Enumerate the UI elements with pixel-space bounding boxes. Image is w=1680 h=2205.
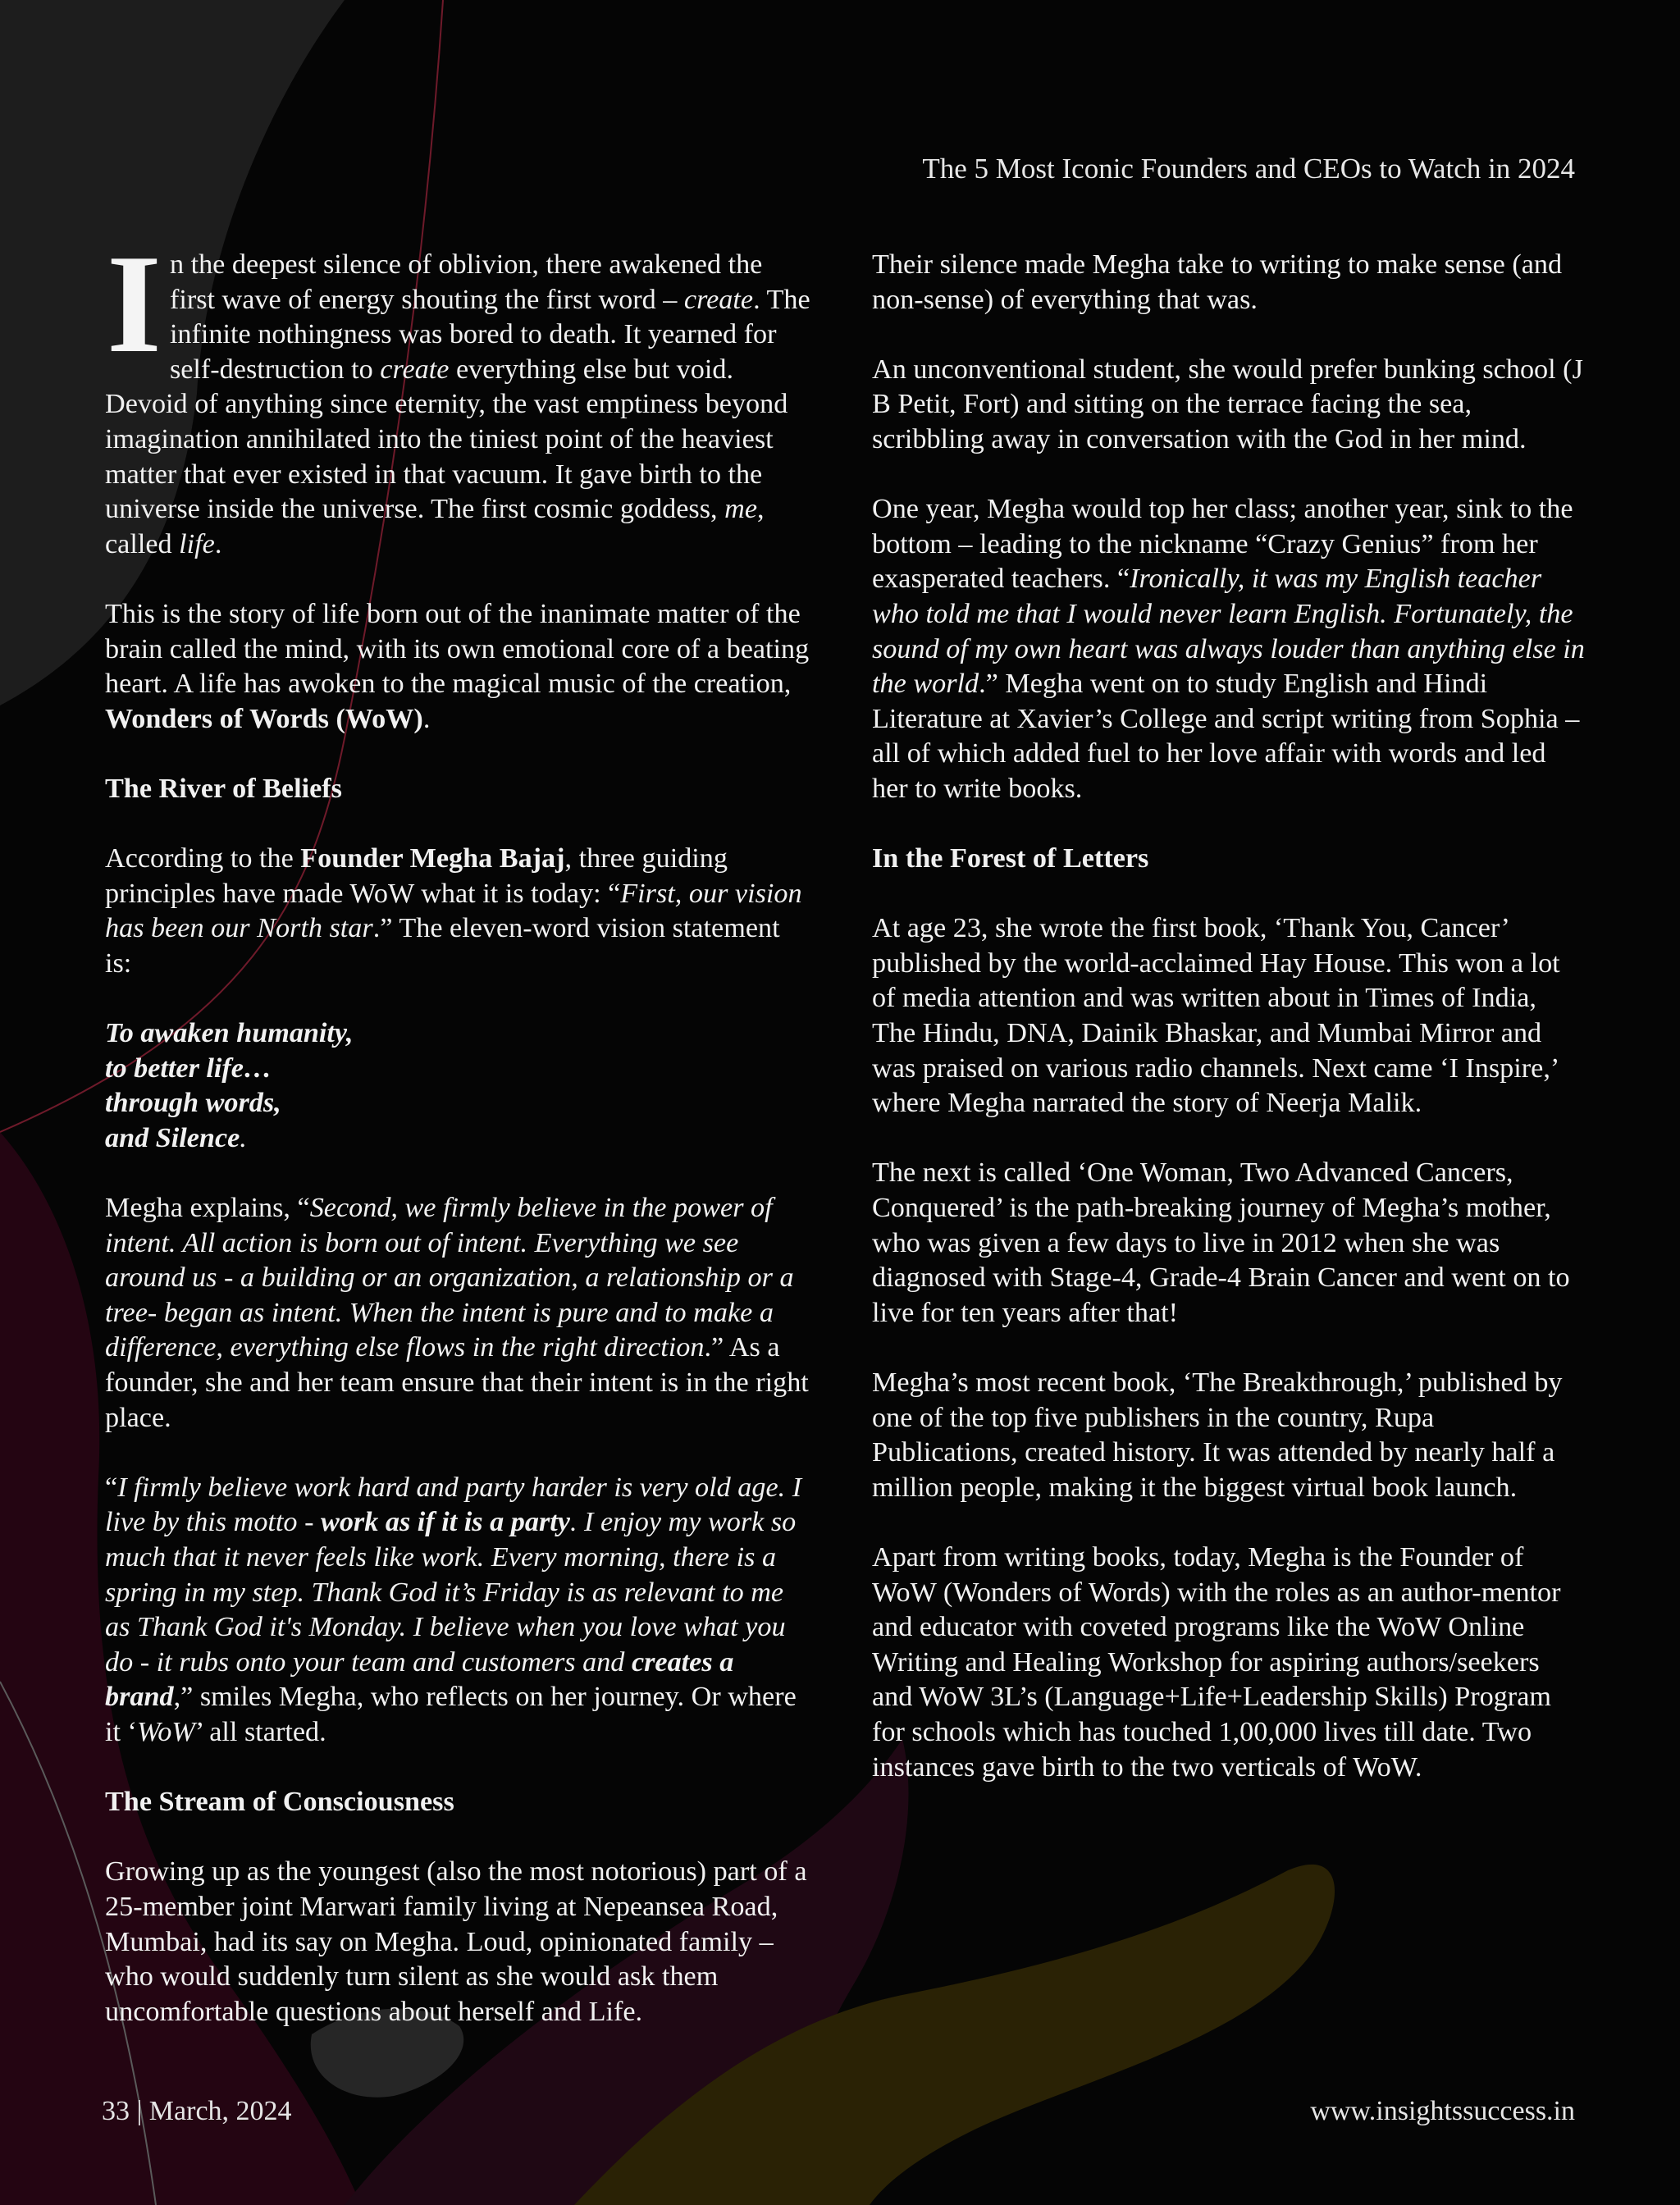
breakthrough-paragraph: Megha’s most recent book, ‘The Breakthrough,’ published by one of the top five publishers in the country, Rupa Publications, created history. It was attended by nearly half a million people, making it the biggest virtual book launch. (872, 1367, 1563, 1503)
page-number-date: 33 | March, 2024 (102, 2096, 292, 2126)
first-book-paragraph: At age 23, she wrote the first book, ‘Thank You, Cancer’ published by the world-acclaimed Hay House. This won a lot of media attention and was written about in Times of India, The Hindu, DNA, Dainik Bhaskar, and Mumbai Mirror and was praised on various radio channels. Next came ‘I Inspire,’ where Megha narrated the story of Neerja Malik. (872, 913, 1560, 1119)
motto-quote-paragraph: “I firmly believe work hard and party harder is very old age. I live by this motto - work as if it is a party. I enjoy my work so much that it never feels like work. Every morning, there is a spring in my step. Thank God it’s Friday is as relevant to me as Thank God it's Monday. I believe when you love what you do - it rubs onto your team and customers and creates a brand,” smiles Megha, who reflects on her journey. Or where it ‘WoW’ all started. (105, 1472, 802, 1747)
article-right-column (872, 248, 1586, 1785)
wow-founder-paragraph: Apart from writing books, today, Megha is the Founder of WoW (Wonders of Words) with the roles as an author-mentor and educator with coveted programs like the WoW Online Writing and Healing Workshop for aspiring authors/seekers and WoW 3L’s (Language+Life+Leadership Skills) Program for schools which has touched 1,00,000 lives till date. Two instances gave birth to the two verticals of WoW. (872, 1541, 1561, 1783)
crazy-genius-paragraph: One year, Megha would top her class; another year, sink to the bottom – leading to the nickname “Crazy Genius” from her exasperated teachers. “Ironically, it was my English teacher who told me that I would never learn English. Fortunately, the sound of my own heart was always louder than anything else in the world.” Megha went on to study English and Hindi Literature at Xavier’s College and script writing from Sophia – all of which added fuel to her love affair with words and led her to write books. (872, 494, 1585, 804)
intent-paragraph: Megha explains, “Second, we firmly believe in the power of intent. All action is born out of intent. Everything we see around us - a building or an organization, a relationship or a tree- began as intent. When the intent is pure and to make a difference, everything else flows in the right direction.” As a founder, she and her team ensure that their intent is in the right place. (105, 1193, 809, 1433)
website-url: www.insightssuccess.in (1310, 2096, 1575, 2126)
student-paragraph: An unconventional student, she would prefer bunking school (J B Petit, Fort) and sitting on the terrace facing the sea, scribbling away in conversation with the God in her mind. (872, 354, 1583, 454)
section-heading-stream-of-consciousness: The Stream of Consciousness (105, 1787, 454, 1818)
section-heading-river-of-beliefs: The River of Beliefs (105, 773, 342, 804)
silence-paragraph: Their silence made Megha take to writing to make sense (and non-sense) of everything that was. (872, 249, 1563, 315)
family-paragraph: Growing up as the youngest (also the most notorious) part of a 25-member joint Marwari family living at Nepeansea Road, Mumbai, had its say on Megha. Loud, opinionated family – who would suddenly turn silent as she would ask them uncomfortable questions about herself and Life. (105, 1856, 807, 2027)
article-left-column (105, 226, 810, 2029)
story-paragraph: This is the story of life born out of the inanimate matter of the brain called the mind, with its own emotional core of a beating heart. A life has awoken to the magical music of the creation, Wonders of Words (WoW). (105, 598, 810, 734)
section-heading-forest-of-letters: In the Forest of Letters (872, 843, 1149, 874)
drop-cap: I (107, 226, 162, 382)
principles-paragraph: According to the Founder Megha Bajaj, three guiding principles have made WoW what it is today: “First, our vision has been our North star.” The eleven-word vision statement is: (105, 843, 802, 979)
vision-statement: To awaken humanity, to better life… through words, and Silence. (105, 1018, 354, 1153)
second-book-paragraph: The next is called ‘One Woman, Two Advanced Cancers, Conquered’ is the path-breaking journey of Megha’s mother, who was given a few days to live in 2012 when she was diagnosed with Stage-4, Grade-4 Brain Cancer and went on to live for ten years after that! (872, 1157, 1570, 1328)
intro-paragraph: In the deepest silence of oblivion, there awakened the first wave of energy shouting the first word – create. The infinite nothingness was bored to death. It yearned for self-destruction to create everything else but void. Devoid of anything since eternity, the vast emptiness beyond imagination annihilated into the tiniest point of the heaviest matter that ever existed in that vacuum. It gave birth to the universe inside the universe. The first cosmic goddess, me, called life. (105, 226, 810, 559)
publication-header-title: The 5 Most Iconic Founders and CEOs to Watch in 2024 (922, 153, 1575, 185)
